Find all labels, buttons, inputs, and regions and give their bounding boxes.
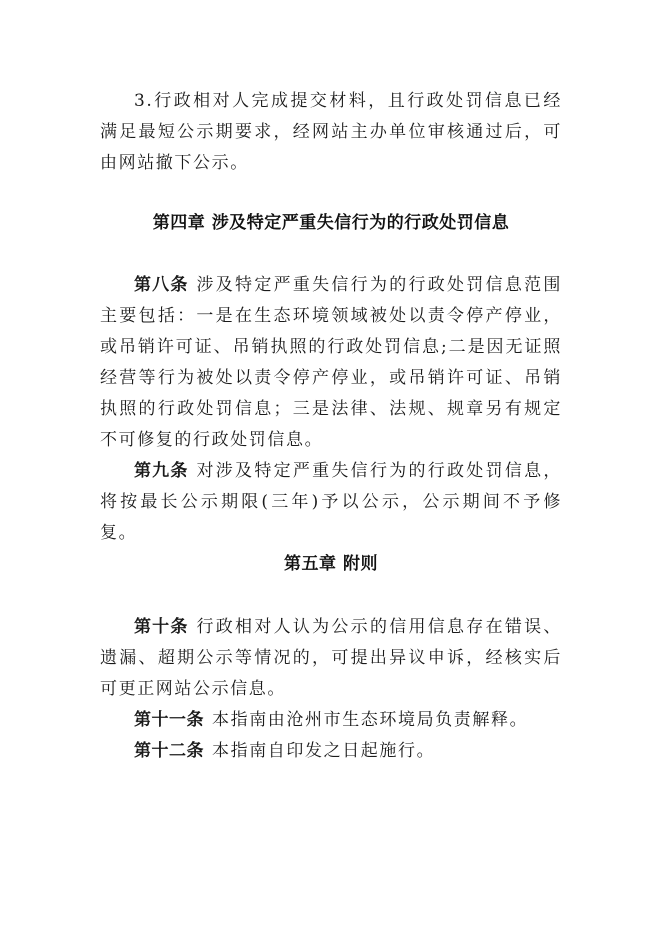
- article-11: [100, 705, 562, 736]
- article-12-text: 本指南自印发之日起施行。: [212, 741, 436, 761]
- article-8-label: 第八条: [134, 275, 189, 295]
- article-11-label: 第十一条: [134, 710, 204, 730]
- article-10: [100, 612, 562, 705]
- article-8-text: 涉及特定严重失信行为的行政处罚信息范围主要包括：一是在生态环境领域被处以责令停产停业，或吊销许可证、吊销执照的行政处罚信息;二是因无证照经营等行为被处以责令停产停业，或吊销许可证、吊销执照的行政处罚信息；三是法律、法规、规章另有规定不可修复的行政处罚信息。: [100, 275, 562, 450]
- article-9: [100, 456, 562, 549]
- chapter-4-heading: 第四章 涉及特定严重失信行为的行政处罚信息: [152, 213, 510, 233]
- paragraph-item-3-text: 3.行政相对人完成提交材料，且行政处罚信息已经满足最短公示期要求，经网站主办单位审核通过后，可由网站撤下公示。: [100, 91, 562, 173]
- article-12-label: 第十二条: [134, 741, 204, 761]
- chapter-5-heading: 第五章 附则: [284, 554, 378, 574]
- article-12: [100, 736, 562, 767]
- article-8: [100, 270, 562, 456]
- article-10-text: 行政相对人认为公示的信用信息存在错误、遗漏、超期公示等情况的，可提出异议申诉，经核实后可更正网站公示信息。: [100, 617, 562, 699]
- paragraph-item-3: [100, 86, 562, 179]
- article-9-text: 对涉及特定严重失信行为的行政处罚信息，将按最长公示期限(三年)予以公示，公示期间不予修复。: [100, 461, 562, 543]
- article-9-label: 第九条: [134, 461, 189, 481]
- article-10-label: 第十条: [134, 617, 189, 637]
- article-11-text: 本指南由沧州市生态环境局负责解释。: [212, 710, 529, 730]
